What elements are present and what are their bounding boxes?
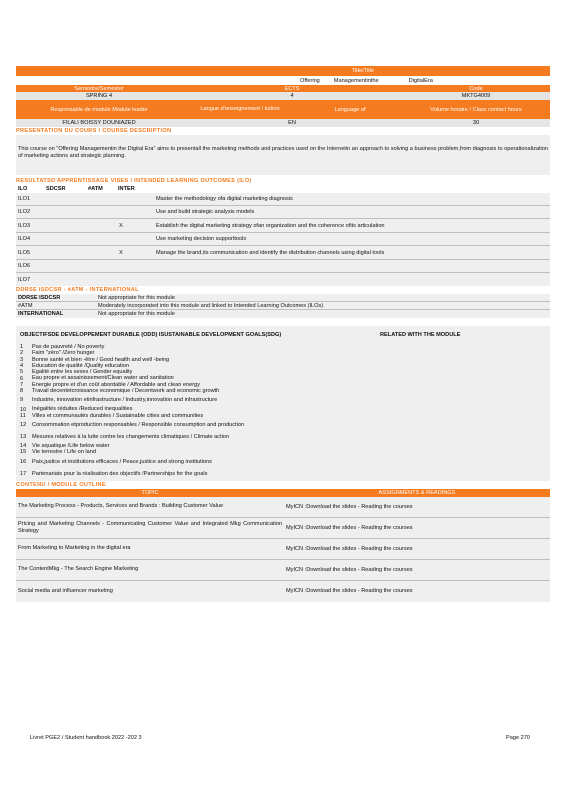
sdg-number: 11 — [20, 412, 26, 419]
ilo-text: Manage the brand,its communication and identify the distribution channels using digital tools — [156, 249, 385, 256]
content-row — [16, 581, 550, 602]
ilo-col-inter: INTER — [118, 186, 135, 192]
content-topic: The Marketing Process - Products, Services and Brands : Building Customer Value — [18, 503, 224, 510]
title-values-row — [16, 76, 550, 85]
sdg-header — [16, 326, 550, 344]
sdg-item — [16, 394, 550, 406]
sdg-number: 3 — [20, 356, 24, 363]
sdg-number: 7 — [20, 381, 24, 388]
ilo-row — [16, 193, 550, 206]
ilo-mark: X — [119, 222, 123, 229]
sdg-number: 14 — [20, 443, 27, 450]
tags-row — [16, 302, 550, 310]
title-label: Title/Title — [351, 68, 374, 74]
sdg-text: Partenariats pour la réalisation des objectifs /Partnerships for the goals — [32, 470, 208, 477]
ilo-col-atm: #ATM — [88, 186, 103, 192]
sdg-text: Egalité entre les sexes / Gender equality — [32, 369, 133, 376]
content-topic: The ContentMkg - The Search Engine Marketing — [18, 566, 139, 573]
ilo-id: ILO2 — [18, 209, 31, 215]
tags-row — [16, 294, 550, 302]
sdg-item — [16, 431, 550, 443]
semester-value: SPRING 4 — [85, 93, 113, 99]
ilo-col-sdcsr: SDCSR — [46, 186, 66, 192]
volume-value: 30 — [472, 120, 480, 126]
sdg-number: 8 — [20, 388, 24, 395]
ilo-col-ilo: ILO — [18, 186, 28, 192]
content-row — [16, 560, 550, 581]
content-assignment: MyICN :Download the slides - Reading the courses — [286, 588, 413, 595]
langue-label: Langue d'enseignement / tuition — [200, 106, 280, 112]
tags-label: #ATM — [18, 302, 33, 309]
ilo-id: ILO6 — [18, 263, 31, 269]
ilo-header-row — [16, 185, 550, 193]
responsible-value: FILALI BOISSY DOUNIAZED — [62, 120, 136, 126]
language-label: Language of — [334, 106, 366, 113]
semester-value-row — [16, 92, 550, 100]
content-assignment: MyICN :Download the slides - Reading the courses — [286, 545, 413, 552]
sdg-number: 4 — [20, 363, 24, 370]
ilo-text: Establish the digital marketing strategy ofan organization and the coherence ofits articulation — [156, 222, 385, 229]
sdg-text: Energie propre et d'un coût abordable / Affordable and clean energy — [32, 381, 200, 388]
content-assignment: MyICN :Download the slides - Reading the courses — [286, 503, 413, 510]
ilo-id: ILO7 — [18, 276, 31, 283]
sdg-number: 13 — [20, 433, 27, 440]
tags-row — [16, 310, 550, 318]
ilo-row — [16, 273, 550, 286]
sdg-number: 2 — [20, 350, 24, 357]
tags-text: Moderately incorporated into this module and linked to Intended Learning Outcomes (ILOs) — [98, 302, 324, 309]
footer-handbook: Livret PGE2 / Student handbook 2022 -202 3 — [30, 735, 142, 741]
ects-label: ECTS — [284, 85, 300, 92]
ilo-row — [16, 246, 550, 260]
volume-label: Volume horaire / Class contact hours — [430, 106, 522, 113]
responsible-label: Responsable de module Module leader — [50, 106, 148, 113]
sdg-number: 6 — [20, 375, 24, 382]
sdg-text: Vie aquatique /Life below water — [32, 442, 110, 449]
ects-value: 4 — [290, 93, 294, 99]
content-topic: Pricing and Marketing Channels - Communicating Customer Value and Integrated Mkg Communication Strategy — [18, 520, 282, 534]
responsible-value-row — [16, 119, 550, 127]
content-table — [16, 497, 550, 602]
sdg-block — [16, 326, 550, 481]
sdg-list — [16, 344, 550, 480]
content-col-assign: ASSIGNMENTS & READINGS — [378, 489, 456, 496]
content-col-topic: TOPIC — [141, 489, 159, 496]
presentation-text: This course on "Offering Managementin the Digital Era" aims to presentall the marketing methods and practices used on the Internetin an approach to solving a business problem,from diagnosis to operationalization of marketing actions and strategic planning. — [16, 135, 550, 175]
sdg-text: Mesures relatives à la lutte contre les changements climatiques / Climate action — [32, 433, 230, 440]
sdg-text: Education de qualité /Quality education — [32, 362, 130, 369]
tags-label: DDRSE ISDCSR — [18, 294, 61, 301]
tags-text: Not appropriate for this module — [98, 294, 175, 301]
ilo-row — [16, 219, 550, 233]
ilo-table — [16, 193, 550, 286]
title-management: Managementinthe — [333, 77, 379, 84]
sdg-text: Industrie, innovation etinfrastructure / Industry,innovation and infrastructure — [32, 397, 218, 404]
sdg-text: Faim "zéro" /Zero hunger — [32, 350, 95, 357]
ilo-row — [16, 260, 550, 273]
title-offering: Offering — [300, 77, 320, 84]
ilo-text: Use and build strategic analysis models — [156, 209, 255, 215]
tags-label: INTERNATIONAL — [18, 311, 64, 317]
language-value: EN — [288, 120, 296, 126]
sdg-text: Vie terrestre / Life on land — [32, 449, 96, 456]
sdg-heading: OBJECTIFSDE DEVELOPPEMENT DURABLE (ODD) ISUSTAINABLE DEVELOPMENT GOALS(SDG) — [20, 331, 282, 338]
sdg-number: 17 — [20, 470, 27, 477]
ilo-id: ILO3 — [18, 222, 31, 229]
content-row — [16, 518, 550, 539]
page-footer — [30, 735, 530, 741]
sdg-number: 9 — [20, 397, 24, 404]
sdg-text: Consommation etproduction responsables / Responsible consumption and production — [32, 421, 245, 428]
content-topic: From Marketing to Marketing in the digital era — [18, 545, 131, 552]
sdg-number: 15 — [20, 449, 27, 456]
code-value: MKTG4009 — [461, 93, 491, 99]
sdg-text: Paix,justice et institutions efficaces / Peace,justice and strong institutions — [32, 458, 212, 465]
ilo-text: Master the methodology ofa digital marketing diagnosis — [156, 196, 293, 202]
code-label: Code — [469, 85, 483, 92]
sdg-number: 5 — [20, 369, 24, 376]
content-assignment: MyICN :Download the slides - Reading the courses — [286, 524, 413, 531]
ilo-row — [16, 233, 550, 246]
sdg-text: Pas de pauvreté / No poverty — [32, 344, 105, 350]
tags-table — [16, 294, 550, 318]
sdg-item — [16, 456, 550, 468]
content-row — [16, 497, 550, 518]
sdg-text: Villes et communautés durables / Sustainable cities and communities — [32, 412, 204, 419]
sdg-text: Bonne santé et bien -être / Good health and well -being — [32, 356, 170, 363]
presentation-heading: PRESENTATION DU COURS / COURSE DESCRIPTION — [16, 128, 172, 134]
course-sheet — [16, 66, 550, 602]
sdg-number: 1 — [20, 344, 24, 351]
responsible-header-row — [16, 100, 550, 119]
sdg-text: Inégalités réduites /Reduced inequalities — [32, 406, 133, 413]
title-digital-era: DigitalEra — [408, 77, 433, 84]
footer-page-number: Page 270 — [506, 735, 530, 741]
content-row — [16, 539, 550, 560]
ilo-id: ILO1 — [18, 196, 31, 202]
tags-heading: DDRSE ISDCSR - #ATM - INTERNATIONAL — [16, 287, 139, 293]
title-bar — [16, 66, 550, 76]
content-header-row — [16, 489, 550, 497]
sdg-number: 16 — [20, 458, 27, 465]
ilo-heading: RESULTATSD'APPRENTISSAGE VISES / INTENDED LEARNING OUTCOMES (ILO) — [16, 178, 252, 184]
ilo-mark: X — [119, 249, 123, 256]
content-heading: CONTENU / MODULE OUTLINE — [16, 481, 106, 488]
ilo-id: ILO4 — [18, 236, 31, 242]
semester-label: Semestre/Semester — [74, 85, 124, 92]
sdg-related-heading: RELATED WITH THE MODULE — [380, 332, 461, 338]
ilo-id: ILO5 — [18, 249, 31, 256]
content-assignment: MyICN :Download the slides - Reading the courses — [286, 566, 413, 573]
sdg-item — [16, 419, 550, 431]
sdg-number: 10 — [20, 406, 27, 413]
ilo-row — [16, 206, 550, 219]
semester-header-row — [16, 85, 550, 92]
tags-text: Not appropriate for this module — [98, 311, 175, 317]
ilo-text: Use marketing decision supporttools — [156, 236, 247, 242]
sdg-text: Eau propre et assainissement/Clean water and sanitation — [32, 375, 174, 382]
sdg-number: 12 — [20, 421, 27, 428]
sdg-item — [16, 468, 550, 480]
sdg-text: Travail decentetcroissance economique / Decentwork and economic growth — [32, 388, 220, 395]
content-topic: Social media and influencer marketing — [18, 587, 113, 594]
